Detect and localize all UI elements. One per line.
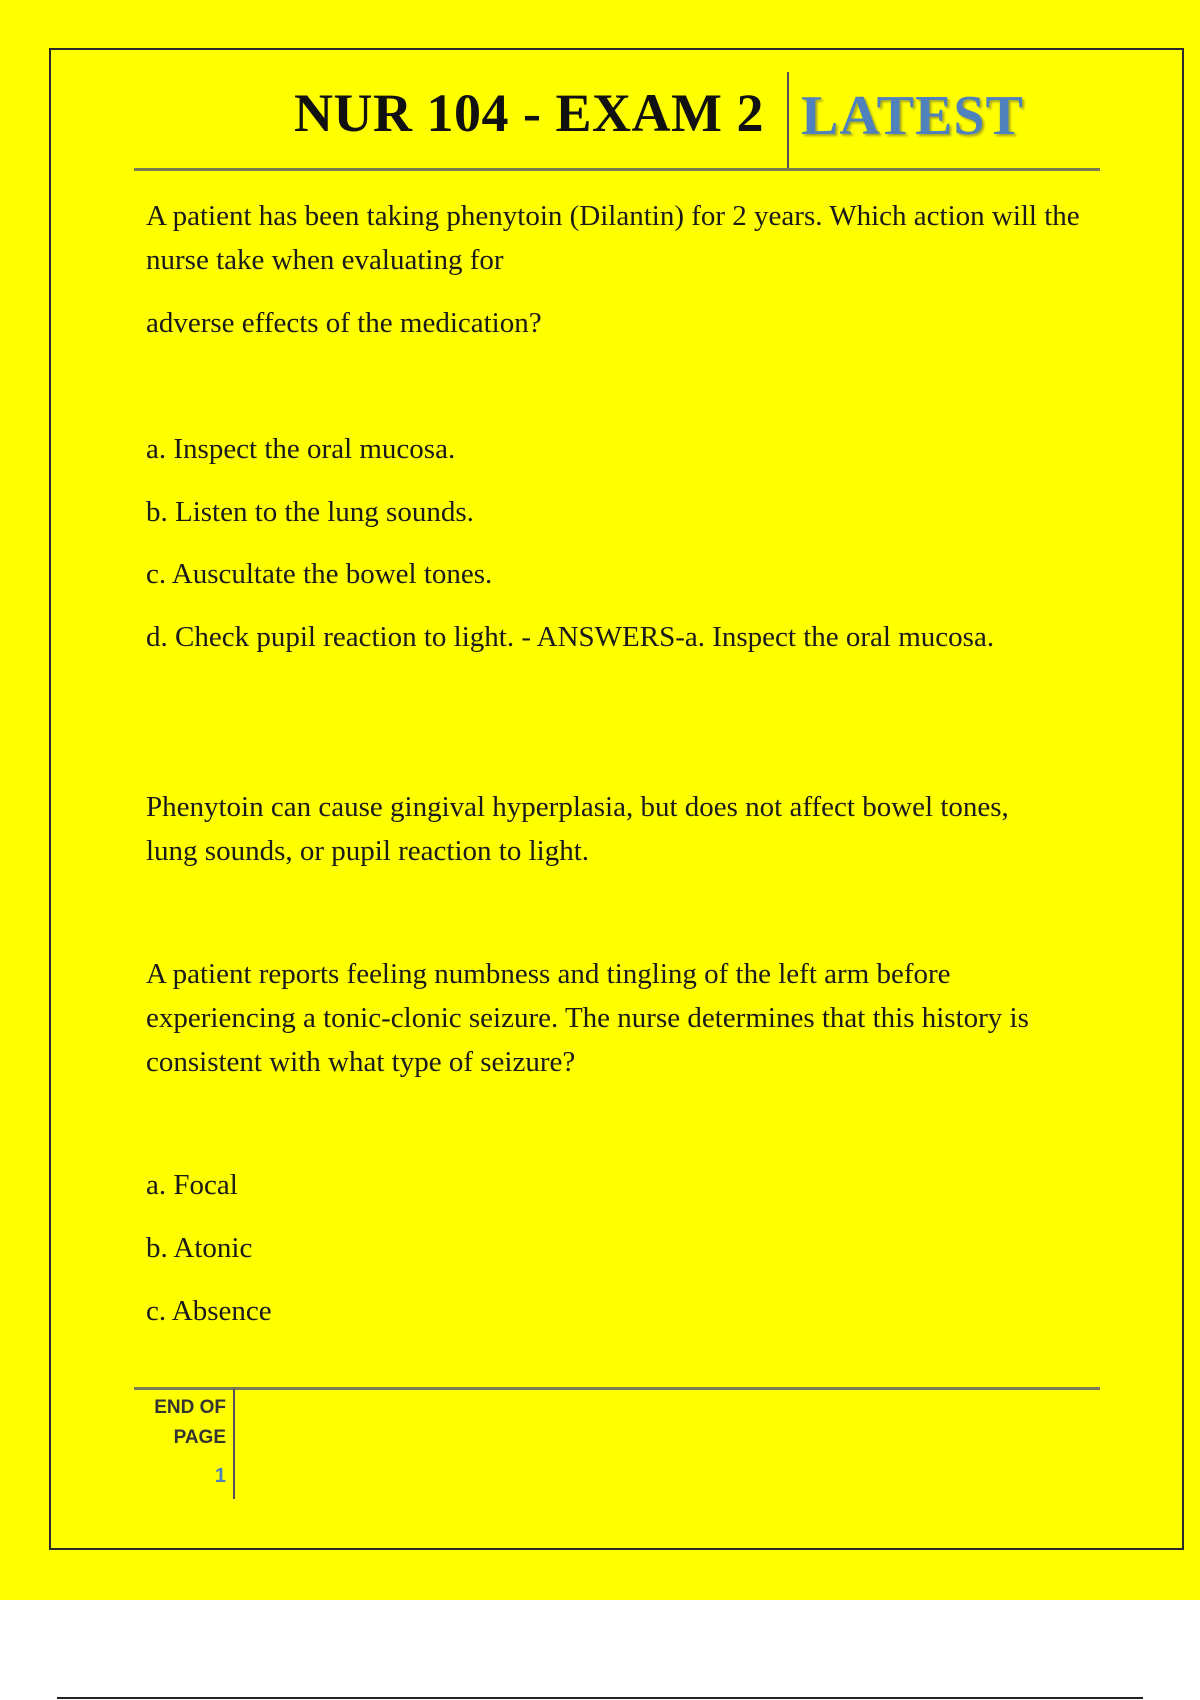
end-of-page-line1: END OF	[154, 1397, 226, 1418]
page-title: NUR 104 - EXAM 2	[294, 83, 764, 143]
question-2-option-c: c. Absence	[146, 1295, 272, 1327]
end-of-page-label	[134, 1393, 226, 1453]
question-1-option-d-answer: d. Check pupil reaction to light. - ANSWERS-a. Inspect the oral mucosa.	[146, 621, 995, 653]
question-1-option-b: b. Listen to the lung sounds.	[146, 496, 474, 528]
bottom-rule	[57, 1697, 1143, 1699]
question-1-option-c: c. Auscultate the bowel tones.	[146, 558, 493, 590]
end-of-page-line2: PAGE	[173, 1427, 226, 1448]
latest-badge: LATEST	[801, 85, 1024, 147]
question-2-option-b: b. Atonic	[146, 1232, 253, 1264]
question-1-rationale: Phenytoin can cause gingival hyperplasia, but does not affect bowel tones, lung sounds, or pupil reaction to light.	[146, 791, 1009, 867]
question-1-stem-continued: adverse effects of the medication?	[146, 307, 542, 339]
question-2-option-a: a. Focal	[146, 1169, 238, 1201]
footer-rule	[134, 1387, 1100, 1390]
document-header	[134, 70, 1100, 171]
page-number: 1	[214, 1465, 226, 1487]
footer-divider	[233, 1389, 235, 1499]
question-1-stem: A patient has been taking phenytoin (Dilantin) for 2 years. Which action will the nurse take when evaluating for	[146, 200, 1080, 276]
header-divider	[787, 72, 789, 168]
question-2-stem: A patient reports feeling numbness and tingling of the left arm before experiencing a tonic-clonic seizure. The nurse determines that this history is consistent with what type of seizure?	[146, 958, 1029, 1078]
question-1-option-a: a. Inspect the oral mucosa.	[146, 433, 456, 465]
